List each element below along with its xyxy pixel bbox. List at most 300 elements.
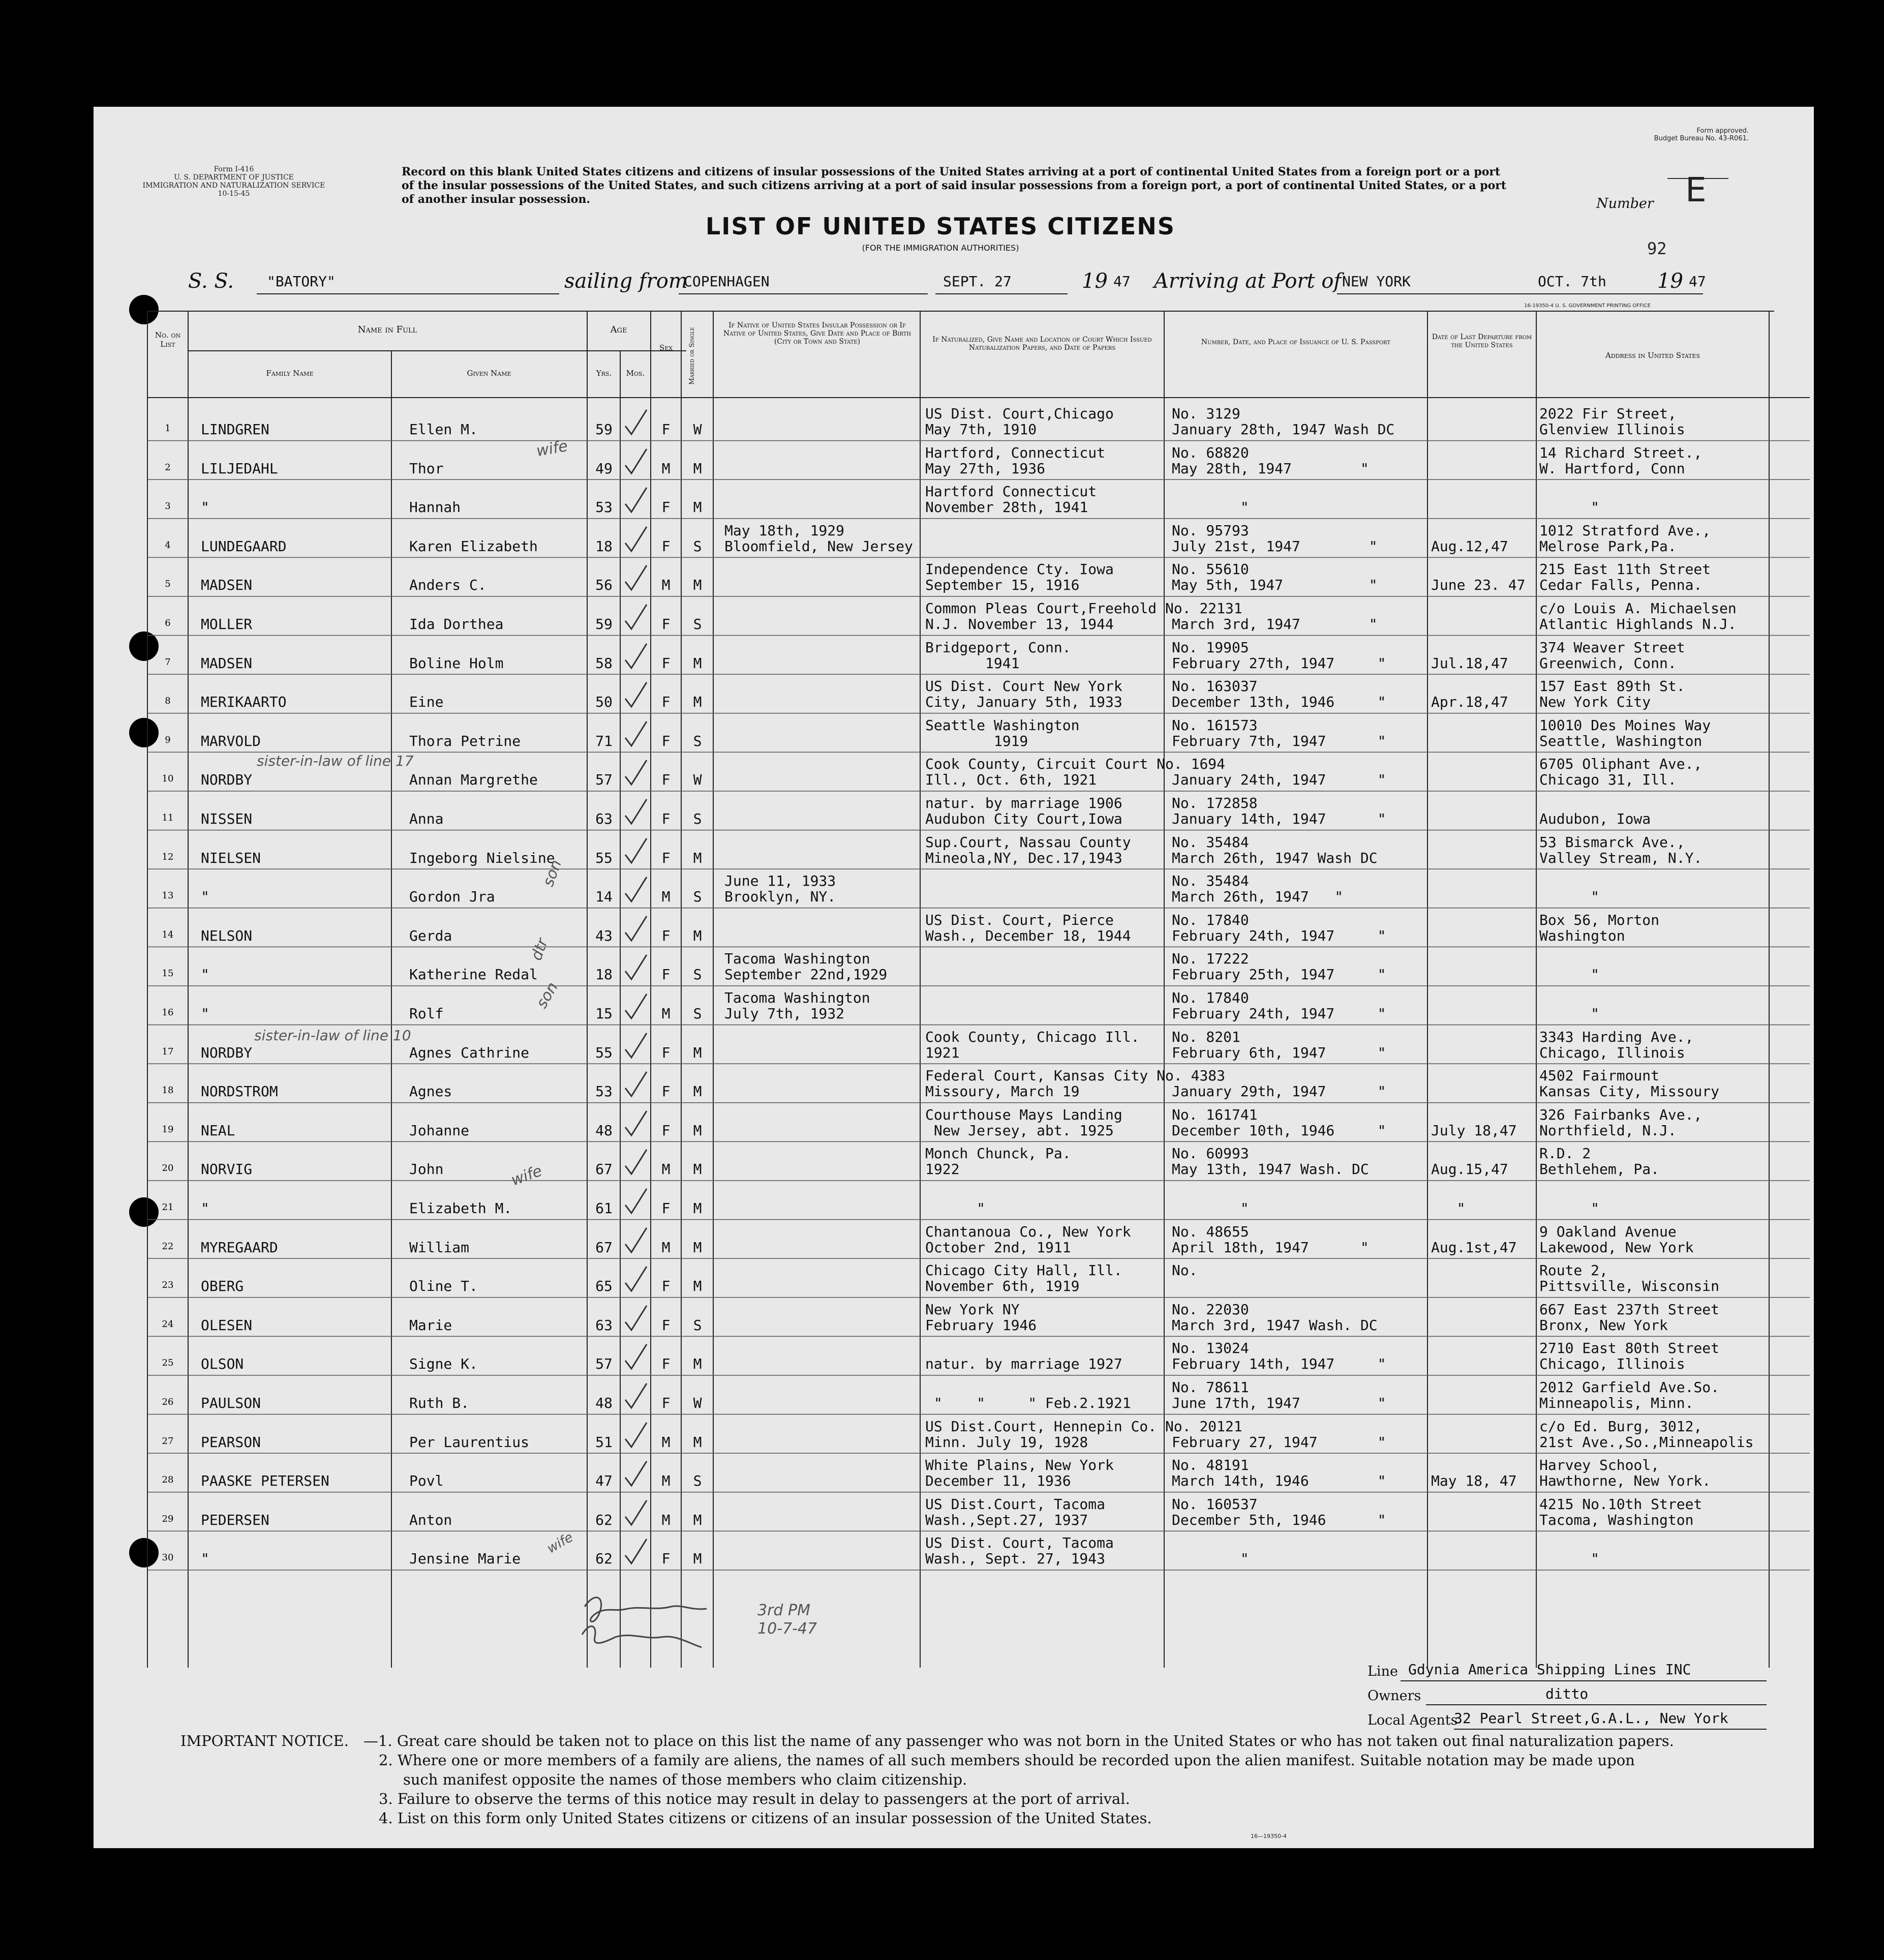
cell-pass: No. 48655 April 18th, 1947 " [1172,1223,1369,1256]
cell-sex: F [661,732,671,749]
cell-pass: No. 161741 December 10th, 1946 " [1172,1106,1386,1139]
cell-addr: " [1591,1005,1600,1022]
cell-nat: White Plains, New York December 11, 1936 [925,1457,1114,1490]
cell-given: Annan Margrethe [409,771,538,789]
table-row [0,479,1884,519]
cell-pass: No. 3129 January 28th, 1947 Wash DC [1172,405,1395,438]
cell-given: Thora Petrine [409,732,521,749]
cell-age: 67 [595,1161,613,1178]
owners-value: ditto [1545,1685,1589,1702]
cell-addr: c/o Ed. Burg, 3012, 21st Ave.,So.,Minneapolis [1539,1418,1754,1451]
cell-family: LINDGREN [201,421,269,438]
cell-given: Ida Dorthea [409,616,504,632]
table-row [0,1531,1884,1570]
number-value: E [1685,170,1707,209]
cell-sex: F [661,966,671,983]
check-mark-icon [621,757,652,788]
cell-addr: 14 Richard Street., W. Hartford, Conn [1539,444,1703,477]
cell-ms: M [693,927,702,944]
check-mark-icon [621,991,652,1021]
cell-no: 1 [165,423,171,434]
cell-given: Agnes Cathrine [409,1044,530,1061]
cell-addr: 10010 Des Moines Way Seattle, Washington [1539,716,1711,749]
cell-nat: Cook County, Chicago Ill. 1921 [925,1028,1140,1061]
ship-name: "BATORY" [267,273,336,290]
cell-given: Oline T. [409,1278,478,1295]
cell-addr: c/o Louis A. Michaelsen Atlantic Highlands N.J. [1539,600,1737,632]
date-from: SEPT. 27 [943,273,1012,290]
form-approved: Form approved. [1696,127,1749,135]
annotation-wife-2: wife [508,1162,545,1190]
cell-sex: M [661,577,671,594]
cell-family: NELSON [201,927,253,944]
cell-nat: Independence Cty. Iowa September 15, 1916 [925,561,1114,594]
cell-no: 2 [165,462,171,473]
cell-addr: 1012 Stratford Ave., Melrose Park,Pa. [1539,522,1711,555]
cell-ms: S [693,616,702,632]
from-port: COPENHAGEN [684,273,770,290]
cell-age: 15 [595,1005,613,1022]
cell-no: 27 [162,1435,174,1446]
notice-1: —1. Great care should be taken not to place on this list the name of any passenger who was not born in the United States or who has not taken out final naturalization papers. [363,1732,1674,1750]
col-header-yrs: Yrs. [596,369,612,378]
cell-family: " [201,888,209,906]
cell-given: Anders C. [409,577,487,594]
budget-bureau: Budget Bureau No. 43-R061. [1654,135,1749,142]
cell-addr: 4215 No.10th Street Tacoma, Washington [1539,1495,1703,1528]
cell-pass: No. 161573 February 7th, 1947 " [1172,716,1386,749]
check-mark-icon [621,446,652,476]
cell-nat: US Dist.Court, Hennepin Co. No. 20121 Minn. July 19, 1928 [925,1418,1242,1451]
cell-dep: Aug.1st,47 [1431,1239,1517,1256]
check-mark-icon [621,679,652,710]
cell-given: Katherine Redal [409,966,538,983]
cell-age: 47 [595,1472,613,1490]
cell-pass: No. 13024 February 14th, 1947 " [1172,1340,1386,1373]
cell-given: Per Laurentius [409,1433,530,1451]
annotation-time-date: 3rd PM 10-7-47 [757,1602,817,1638]
cell-nat: US Dist. Court, Tacoma Wash., Sept. 27, 1943 [925,1534,1114,1567]
table-row [0,1103,1884,1142]
cell-ms: S [693,1316,702,1334]
cell-family: MADSEN [201,577,253,594]
cell-nat: " [977,1200,986,1217]
check-mark-icon [621,601,652,632]
check-mark-icon [621,1458,652,1489]
cell-ms: M [693,1044,702,1061]
notice-3: 3. Failure to observe the terms of this notice may result in delay to passengers at the port of arrival. [379,1790,1130,1807]
cell-pass: No. 172858 January 14th, 1947 " [1172,795,1386,827]
annotation-son: son [539,857,566,889]
cell-addr: 157 East 89th St. New York City [1539,678,1685,711]
check-mark-icon [621,485,652,515]
owners-label: Owners [1368,1688,1421,1704]
cell-ms: W [693,771,702,789]
table-row [0,402,1884,441]
table-row [0,947,1884,986]
cell-dep: May 18, 47 [1431,1472,1517,1490]
form-date: 10-15-45 [218,190,250,198]
cell-nat: Monch Chunck, Pa. 1922 [925,1145,1071,1178]
cell-given: Agnes [409,1083,452,1100]
cell-addr: " [1591,499,1600,516]
cell-family: OLESEN [201,1316,253,1334]
cell-given: Hannah [409,499,461,516]
cell-given: Rolf [409,1005,444,1022]
cell-pass: January 24th, 1947 " [1172,771,1386,789]
cell-age: 67 [595,1239,613,1256]
cell-family: MADSEN [201,654,253,672]
cell-family: PEARSON [201,1433,261,1451]
cell-age: 48 [595,1395,613,1411]
cell-age: 65 [595,1278,613,1295]
cell-family: NIELSEN [201,849,261,866]
cell-no: 15 [162,968,174,979]
cell-ms: M [693,1122,702,1139]
check-mark-icon [621,1380,652,1411]
col-header-name-in-full: Name in Full [357,324,417,335]
table-row [0,1064,1884,1103]
check-mark-icon [621,796,652,827]
notice-2: 2. Where one or more members of a family are aliens, the names of all such members should be recorded upon the alien manifest. Suitable notation may be made upon [379,1752,1635,1769]
cell-ms: M [693,693,702,711]
cell-addr: 326 Fairbanks Ave., Northfield, N.J. [1539,1106,1703,1139]
line-field [1401,1680,1767,1681]
cell-given: Johanne [409,1122,470,1139]
cell-no: 24 [162,1318,174,1330]
cell-ms: M [693,1083,702,1100]
table-row [0,674,1884,713]
cell-no: 12 [162,851,174,862]
cell-dep: June 23. 47 [1431,577,1526,594]
ss-label: S. S. [188,269,234,293]
check-mark-icon [621,913,652,944]
cell-family: " [201,966,209,983]
cell-pass: No. 22030 March 3rd, 1947 Wash. DC [1172,1301,1378,1334]
cell-ms: M [693,1355,702,1373]
annotation-wife: wife [535,437,569,461]
check-mark-icon [621,952,652,982]
table-row [0,986,1884,1025]
cell-nat: New York NY February 1946 [925,1301,1037,1334]
cell-sex: F [661,1316,671,1334]
cell-no: 16 [162,1007,174,1018]
check-mark-icon [621,1341,652,1372]
cell-ms: M [693,1278,702,1295]
check-mark-icon [621,1147,652,1177]
cell-sex: F [661,1278,671,1295]
cell-addr: 215 East 11th Street Cedar Falls, Penna. [1539,561,1711,594]
col-header-native: If Native of United States Insular Possession or If Native of United States, Give Date and Place of Birth (City or Town and State) [723,321,911,346]
cell-no: 26 [162,1397,174,1407]
cell-addr: 2022 Fir Street, Glenview Illinois [1539,405,1685,438]
cell-sex: F [661,499,671,516]
cell-addr: " [1591,888,1600,906]
cell-age: 62 [595,1550,613,1567]
cell-sex: M [661,1511,671,1528]
cell-ms: S [693,966,702,983]
cell-sex: F [661,654,671,672]
notice-2b: such manifest opposite the names of those members who claim citizenship. [403,1771,967,1788]
cell-no: 25 [162,1358,174,1369]
cell-ms: M [693,1550,702,1567]
notice-4: 4. List on this form only United States citizens or citizens of an insular possession of the United States. [379,1810,1152,1827]
cell-dep: Jul.18,47 [1431,654,1508,672]
table-row [0,1141,1884,1181]
cell-birth: June 11, 1933 Brooklyn, NY. [724,872,836,906]
cell-sex: F [661,616,671,632]
cell-addr: 2012 Garfield Ave.So. Minneapolis, Minn. [1539,1379,1720,1411]
cell-pass: No. 17840 February 24th, 1947 " [1172,911,1386,944]
check-mark-icon [621,524,652,554]
cell-family: OLSON [201,1355,244,1373]
table-row [0,1298,1884,1337]
cell-ms: W [693,421,702,438]
year-from-prefix: 19 [1082,269,1108,293]
cell-pass: No. 78611 June 17th, 1947 " [1172,1379,1386,1411]
cell-no: 9 [165,734,171,745]
cell-family: PAASKE PETERSEN [201,1472,329,1490]
cell-no: 4 [165,539,171,551]
cell-pass: No. 19905 February 27th, 1947 " [1172,639,1386,672]
cell-family: " [201,1550,209,1567]
cell-no: 14 [162,929,174,940]
check-mark-icon [621,1420,652,1450]
cell-age: 50 [595,693,613,711]
cell-age: 62 [595,1511,613,1528]
cell-given: Signe K. [409,1355,478,1373]
cell-family: MYREGAARD [201,1239,278,1256]
cell-pass: February 27, 1947 " [1172,1433,1386,1451]
cell-no: 23 [162,1280,174,1291]
cell-given: Marie [409,1316,452,1334]
cell-sex: F [661,421,671,438]
cell-ms: M [693,1239,702,1256]
check-mark-icon [621,1497,652,1528]
cell-pass: " [1240,1200,1249,1217]
cell-no: 22 [162,1241,174,1252]
cell-ms: M [693,654,702,672]
check-mark-icon [621,1108,652,1138]
cell-family: LILJEDAHL [201,460,278,477]
cell-ms: M [693,577,702,594]
line-label: Line [1368,1664,1398,1679]
col-header-naturalized: If Naturalized, Give Name and Location of Court Which Issued Naturalization Papers, and Date of Papers [932,336,1152,352]
cell-no: 13 [162,890,174,901]
cell-family: MARVOLD [201,732,261,749]
cell-addr: Audubon, Iowa [1539,810,1651,827]
cell-pass: January 29th, 1947 " [1172,1083,1386,1100]
annotation-sister-in-law-17: sister-in-law of line 17 [257,752,414,769]
cell-given: Jensine Marie [409,1550,521,1567]
agents-value: 32 Pearl Street,G.A.L., New York [1454,1710,1728,1727]
check-mark-icon [621,1069,652,1099]
cell-age: 51 [595,1433,613,1451]
cell-no: 20 [162,1163,174,1174]
cell-dep: " [1456,1200,1466,1217]
annotation-wife-3: wife [544,1529,576,1557]
cell-birth: Tacoma Washington September 22nd,1929 [724,950,888,983]
cell-pass: No. 95793 July 21st, 1947 " [1172,522,1378,555]
cell-sex: F [661,1395,671,1411]
cell-age: 57 [595,1355,613,1373]
page-title: LIST OF UNITED STATES CITIZENS [705,213,1176,240]
cell-given: Eine [409,693,444,711]
service: IMMIGRATION AND NATURALIZATION SERVICE [142,182,325,190]
cell-nat: Hartford Connecticut November 28th, 1941 [925,483,1097,516]
cell-age: 18 [595,966,613,983]
cell-no: 5 [165,579,171,590]
cell-age: 59 [595,421,613,438]
cell-no: 6 [165,618,171,628]
cell-ms: M [693,460,702,477]
col-header-passport: Number, Date, and Place of Issuance of U. S. Passport [1201,338,1391,346]
cell-nat: " " " Feb.2.1921 [933,1395,1131,1411]
cell-sex: F [661,849,671,866]
table-row [0,1375,1884,1414]
year-from: 47 [1113,273,1131,290]
cell-sex: M [661,1239,671,1256]
table-row [0,1258,1884,1298]
cell-addr: 667 East 237th Street Bronx, New York [1539,1301,1720,1334]
agents-field [1454,1729,1767,1730]
cell-age: 48 [595,1122,613,1139]
cell-pass: " [1240,1550,1249,1567]
cell-nat: US Dist.Court, Tacoma Wash.,Sept.27, 1937 [925,1495,1106,1528]
cell-sex: F [661,693,671,711]
table-row [0,636,1884,675]
cell-addr: " [1591,966,1600,983]
cell-no: 18 [162,1085,174,1096]
cell-given: Ingeborg Nielsine [409,849,555,866]
table-row [0,1181,1884,1220]
table-row [0,1414,1884,1454]
cell-pass: " [1240,499,1249,516]
page-subtitle: (FOR THE IMMIGRATION AUTHORITIES) [862,243,1019,253]
cell-ms: W [693,1395,702,1411]
instructions: Record on this blank United States citizens and citizens of insular possessions of the United States arriving at a port of continental United States from a foreign port or a port of the insular possessions of the United States, and such citizens arriving at a port of said insular possessions from a foreign port, a port of continental United States, or a port of another insular possession. [402,165,1507,206]
table-row [0,713,1884,752]
cell-addr: 53 Bismarck Ave., Valley Stream, N.Y. [1539,833,1703,866]
check-mark-icon [621,641,652,671]
annotation-son-2: son [533,979,562,1012]
col-header-married: Married or Single [688,327,696,385]
cell-age: 58 [595,654,613,672]
department: U. S. DEPARTMENT OF JUSTICE [174,173,294,182]
arrival-port: NEW YORK [1342,273,1411,290]
cell-addr: 9 Oakland Avenue Lakewood, New York [1539,1223,1694,1256]
cell-nat: Seattle Washington 1919 [925,716,1080,749]
cell-family: " [201,1200,209,1217]
cell-addr: 2710 East 80th Street Chicago, Illinois [1539,1340,1720,1373]
cell-ms: M [693,1511,702,1528]
cell-age: 43 [595,927,613,944]
cell-no: 7 [165,656,171,668]
col-header-married-wrap [686,315,708,397]
col-header-mos: Mos. [626,369,645,378]
table-row [0,557,1884,596]
check-mark-icon [621,562,652,593]
cell-no: 21 [162,1202,174,1213]
cell-ms: S [693,888,702,906]
cell-given: Anton [409,1511,452,1528]
table-row [0,1453,1884,1492]
cell-no: 19 [162,1124,174,1135]
cell-no: 17 [162,1046,174,1057]
cell-ms: S [693,537,702,555]
cell-given: William [409,1239,470,1256]
cell-age: 49 [595,460,613,477]
col-header-age: Age [610,324,627,335]
sailing-label: sailing from [564,269,688,293]
cell-dep: Aug.15,47 [1431,1161,1508,1178]
table-row [0,908,1884,947]
form-id: Form I-416 [214,165,254,173]
cell-ms: S [693,1005,702,1022]
cell-addr: Route 2, Pittsville, Wisconsin [1539,1262,1720,1295]
cell-ms: M [693,1161,702,1178]
cell-addr: Box 56, Morton Washington [1539,911,1660,944]
annotation-dtr: dtr [527,936,552,963]
cell-given: Elizabeth M. [409,1200,512,1217]
date-arrive: OCT. 7th [1538,273,1606,290]
check-mark-icon [621,1225,652,1255]
check-mark-icon [621,1263,652,1294]
cell-no: 11 [162,812,174,823]
cell-dep: Apr.18,47 [1431,693,1508,711]
cell-given: Gordon Jra [409,888,495,906]
cell-family: OBERG [201,1278,244,1295]
cell-pass: No. 160537 December 5th, 1946 " [1172,1495,1386,1528]
cell-family: " [201,499,209,516]
owners-field [1426,1704,1767,1705]
col-header-no: No. on List [155,330,181,349]
cell-pass: No. 8201 February 6th, 1947 " [1172,1028,1386,1061]
cell-sex: F [661,771,671,789]
cell-sex: M [661,1433,671,1451]
cell-family: NORVIG [201,1161,253,1178]
check-mark-icon [621,1186,652,1216]
cell-pass: No. 68820 May 28th, 1947 " [1172,444,1369,477]
cell-nat: Cook County, Circuit Court No. 1694 Ill., Oct. 6th, 1921 [925,756,1226,789]
cell-addr: R.D. 2 Bethlehem, Pa. [1539,1145,1660,1178]
cell-family: MOLLER [201,616,253,632]
cell-no: 10 [162,773,174,785]
cell-sex: F [661,537,671,555]
cell-dep: Aug.12,47 [1431,537,1508,555]
check-mark-icon [621,407,652,437]
check-mark-icon [621,835,652,866]
cell-age: 61 [595,1200,613,1217]
cell-nat: Sup.Court, Nassau County Mineola,NY, Dec.17,1943 [925,833,1131,866]
cell-nat: Chicago City Hall, Ill. November 6th, 1919 [925,1262,1122,1295]
cell-family: PAULSON [201,1395,261,1411]
cell-nat: Chantanoua Co., New York October 2nd, 1911 [925,1223,1131,1256]
table-row [0,869,1884,908]
check-mark-icon [621,1536,652,1566]
cell-addr: Harvey School, Hawthorne, New York. [1539,1457,1711,1490]
cell-nat: Hartford, Connecticut May 27th, 1936 [925,444,1106,477]
cell-given: Povl [409,1472,444,1490]
cell-pass: No. 55610 May 5th, 1947 " [1172,561,1378,594]
cell-pass: March 3rd, 1947 " [1172,616,1378,632]
cell-sex: F [661,1355,671,1373]
cell-dep: July 18,47 [1431,1122,1517,1139]
cell-given: Karen Elizabeth [409,537,538,555]
cell-addr: " [1591,1550,1600,1567]
cell-pass: No. 35484 March 26th, 1947 Wash DC [1172,833,1378,866]
footer-code: 16—19350-4 [1251,1833,1287,1840]
